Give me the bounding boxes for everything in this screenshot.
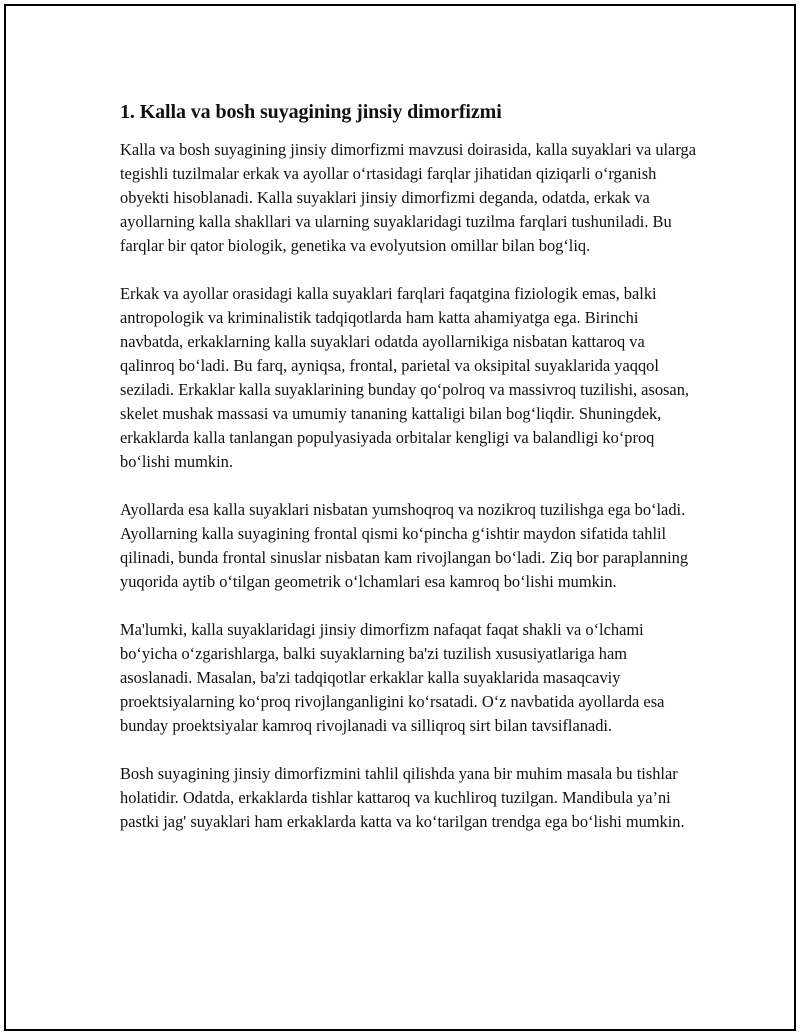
paragraph-4: Ma'lumki, kalla suyaklaridagi jinsiy dimorfizm nafaqat faqat shakli va o‘lchami bo‘yicha o‘zgarishlarga, balki suyaklarning ba'zi tuzilish xususiyatlariga ham asoslanadi. Masalan, ba'zi tadqiqotlar erkaklar kalla suyaklarida masaqcaviy proektsiyalarning ko‘proq rivojlanganligini ko‘rsatadi. O‘z navbatida ayollarda esa bunday proektsiyalar kamroq rivojlanadi va silliqroq sirt bilan tavsiflanadi.: [120, 620, 665, 735]
paragraph-5: Bosh suyagining jinsiy dimorfizmini tahlil qilishda yana bir muhim masala bu tishlar holatidir. Odatda, erkaklarda tishlar kattaroq va kuchliroq tuzilgan. Mandibula ya’ni pastki jag' suyaklari ham erkaklarda katta va ko‘tarilgan trendga ega bo‘lishi mumkin.: [120, 764, 685, 831]
document-body: [120, 99, 700, 858]
section-heading: 1. Kalla va bosh suyagining jinsiy dimorfizmi: [120, 101, 502, 123]
paragraph-2: Erkak va ayollar orasidagi kalla suyaklari farqlari faqatgina fiziologik emas, balki antropologik va kriminalistik tadqiqotlarda ham katta ahamiyatga ega. Birinchi navbatda, erkaklarning kalla suyaklari odatda ayollarnikiga nisbatan kattaroq va qalinroq bo‘ladi. Bu farq, ayniqsa, frontal, parietal va oksipital suyaklarida yaqqol seziladi. Erkaklar kalla suyaklarining bunday qo‘polroq va massivroq tuzilishi, asosan, skelet mushak massasi va umumiy tananing kattaligi bilan bog‘liqdir. Shuningdek, erkaklarda kalla tanlangan populyasiyada orbitalar kengligi va balandligi ko‘proq bo‘lishi mumkin.: [120, 284, 689, 471]
paragraph-3: Ayollarda esa kalla suyaklari nisbatan yumshoqroq va nozikroq tuzilishga ega bo‘ladi. Ayollarning kalla suyagining frontal qismi ko‘pincha g‘ishtir maydon sifatida tahlil qilinadi, bunda frontal sinuslar nisbatan kam rivojlangan bo‘ladi. Ziq bor paraplanning yuqorida aytib o‘tilgan geometrik o‘lchamlari esa kamroq bo‘lishi mumkin.: [120, 500, 689, 591]
paragraph-1: Kalla va bosh suyagining jinsiy dimorfizmi mavzusi doirasida, kalla suyaklari va ularga tegishli tuzilmalar erkak va ayollar o‘rtasidagi farqlar jihatidan qiziqarli o‘rganish obyekti hisoblanadi. Kalla suyaklari jinsiy dimorfizmi deganda, odatda, erkak va ayollarning kalla shakllari va ularning suyaklaridagi tuzilma farqlari tushuniladi. Bu farqlar bir qator biologik, genetika va evolyutsion omillar bilan bog‘liq.: [120, 140, 696, 255]
document-page: [4, 4, 796, 1031]
